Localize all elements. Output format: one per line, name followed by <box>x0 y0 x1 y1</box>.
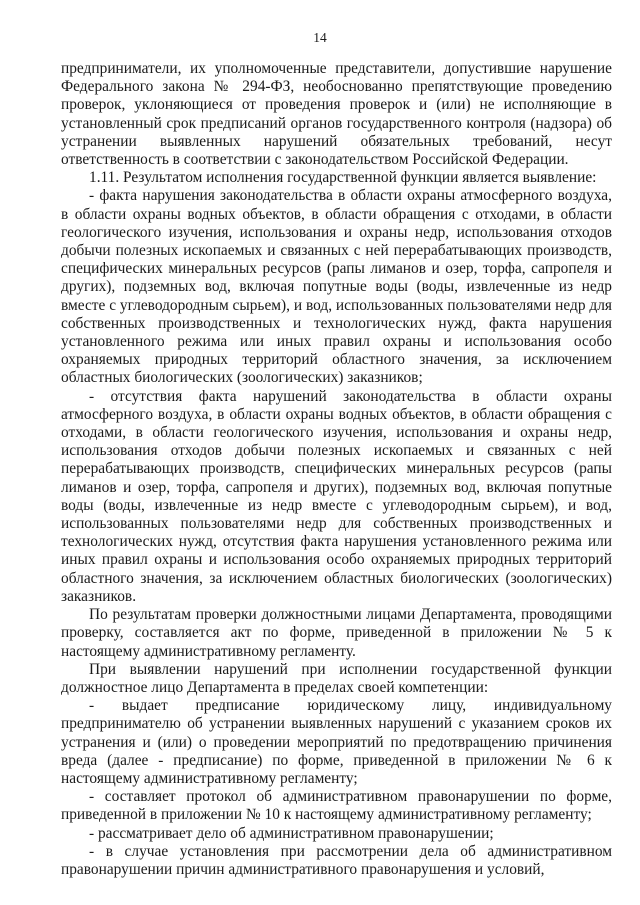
paragraph: 1.11. Результатом исполнения государственной функции является выявление: <box>89 169 597 187</box>
paragraph: - составляет протокол об административном правонарушении по форме, приведенной в приложении № 10 к настоящему административному регламенту; <box>61 788 612 824</box>
paragraph: При выявлении нарушений при исполнении государственной функции должностное лицо Департамента в пределах своей компетенции: <box>61 660 612 696</box>
paragraph: По результатам проверки должностными лицами Департамента, проводящими проверку, составляется акт по форме, приведенной в приложении № 5 к настоящему административному регламенту. <box>61 606 612 660</box>
paragraph: - рассматривает дело об административном правонарушении; <box>89 824 494 842</box>
paragraph: предприниматели, их уполномоченные представители, допустившие нарушение Федерального закона № 294-ФЗ, необоснованно препятствующие проведению проверок, уклоняющиеся от проведения проверок и (или) не исполняющие в установленный срок предписаний органов государственного контроля (надзора) об устранении выявленных нарушений обязательных требований, несут ответственность в соответствии с законодательством Российской Федерации. <box>61 60 612 169</box>
paragraph: - факта нарушения законодательства в области охраны атмосферного воздуха, в области охраны водных объектов, в области обращения с отходами, в области геологического изучения, использования и охраны недр, использования отходов добычи полезных ископаемых и связанных с ней перерабатывающих производств, специфических минеральных ресурсов (рапы лиманов и озер, торфа, сапропеля и других), подземных вод, включая попутные воды (воды, извлеченные из недр вместе с углеводородным сырьем), и вод, использованных пользователями недр для собственных производственных и технологических нужд, факта нарушения установленного режима или иных правил охраны и использования особо охраняемых природных территорий областного значения, за исключением областных биологических (зоологических) заказников; <box>61 187 612 387</box>
page-number: 14 <box>313 30 327 45</box>
paragraph: - выдает предписание юридическому лицу, индивидуальному предпринимателю об устранении выявленных нарушений с указанием сроков их устранения и (или) о проведении мероприятий по предотвращению причинения вреда (далее - предписание) по форме, приведенной в приложении № 6 к настоящему административному регламенту; <box>61 697 612 787</box>
paragraph: - отсутствия факта нарушений законодательства в области охраны атмосферного воздуха, в области охраны водных объектов, в области обращения с отходами, в области геологического изучения, использования и охраны недр, использования отходов добычи полезных ископаемых и связанных с ней перерабатывающих производств, специфических минеральных ресурсов (рапы лиманов и озер, торфа, сапропеля и других), подземных вод, включая попутные воды (воды, извлеченные из недр вместе с углеводородным сырьем), и вод, использованных пользователями недр для собственных производственных и технологических нужд, отсутствия факта нарушения установленного режима или иных правил охраны и использования особо охраняемых природных территорий областного значения, за исключением областных биологических (зоологических) заказников. <box>61 387 612 605</box>
paragraph: - в случае установления при рассмотрении дела об административном правонарушении причин административного правонарушения и условий, <box>61 842 612 878</box>
document-body <box>61 60 612 879</box>
